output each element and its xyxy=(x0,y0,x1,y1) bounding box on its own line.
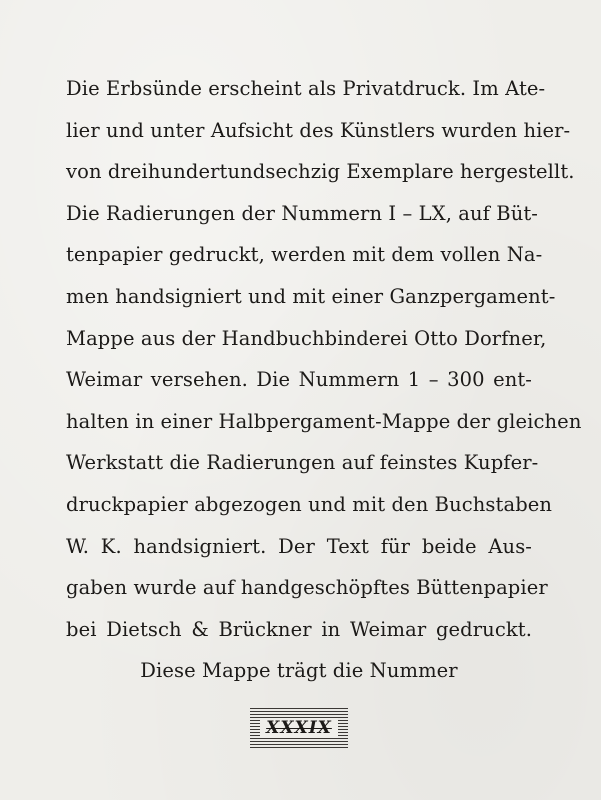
colophon-line: W. K. handsigniert. Der Text für beide Aus- xyxy=(66,534,532,558)
colophon-line: halten in einer Halbpergament-Mappe der gleichen xyxy=(66,409,582,433)
colophon-line: Die Radierungen der Nummern I – LX, auf Büt- xyxy=(66,201,538,225)
colophon-line: tenpapier gedruckt, werden mit dem vollen Na- xyxy=(66,243,543,267)
copy-number: XXXIX xyxy=(260,718,338,738)
colophon-line: Weimar versehen. Die Nummern 1 – 300 ent- xyxy=(66,368,532,392)
colophon-line: men handsigniert und mit einer Ganzpergament- xyxy=(66,284,556,308)
colophon-text xyxy=(66,68,582,692)
colophon-line: Mappe aus der Handbuchbinderei Otto Dorfner, xyxy=(66,326,547,350)
copy-number-stamp xyxy=(250,708,348,748)
colophon-line: lier und unter Aufsicht des Künstlers wurden hier- xyxy=(66,118,571,142)
colophon-line: von dreihundertundsechzig Exemplare hergestellt. xyxy=(66,160,575,184)
closing-line: Diese Mappe trägt die Nummer xyxy=(140,659,458,683)
colophon-line: bei Dietsch & Brückner in Weimar gedruckt. xyxy=(66,617,532,641)
colophon-line: Werkstatt die Radierungen auf feinstes Kupfer- xyxy=(66,451,539,475)
colophon-line: gaben wurde auf handgeschöpftes Büttenpapier xyxy=(66,576,548,600)
colophon-line: Die Erbsünde erscheint als Privatdruck. Im Ate- xyxy=(66,77,546,100)
colophon-line: druckpapier abgezogen und mit den Buchstaben xyxy=(66,492,553,516)
